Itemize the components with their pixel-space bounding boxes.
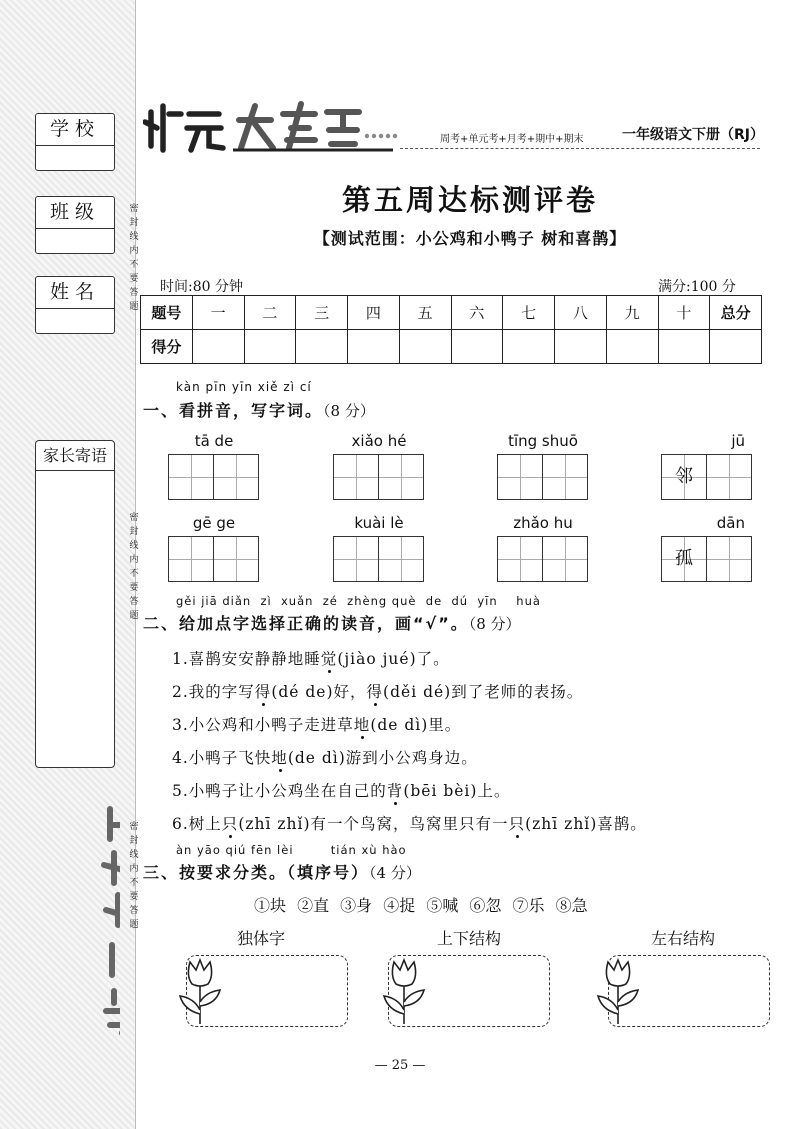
score-row-label: 得分: [141, 330, 193, 364]
name-label: 姓名: [36, 277, 114, 309]
section3-pinyin: àn yāo qiú fēn lèi tián xù hào: [176, 843, 407, 857]
seal-text-2: 密 封 线 内 不 要 答 题: [129, 513, 139, 621]
question-2-3[interactable]: 3.小公鸡和小鸭子走进草地(de dì)里。: [172, 716, 462, 734]
writing-cell[interactable]: [333, 454, 379, 500]
question-2-5[interactable]: 5.小鸭子让小公鸡坐在自己的背(bēi bèi)上。: [172, 782, 511, 800]
word-pinyin: dān: [716, 514, 745, 532]
parent-message-box[interactable]: [35, 440, 115, 768]
writing-cell[interactable]: [378, 454, 424, 500]
score-head-cell: 四: [348, 296, 400, 330]
score-cell[interactable]: [555, 330, 607, 364]
section1-title: 一、看拼音，写字词。（8 分）: [143, 401, 375, 420]
score-cell[interactable]: [348, 330, 400, 364]
score-head-cell: 九: [606, 296, 658, 330]
score-head-cell: 二: [244, 296, 296, 330]
page-number: — 25 —: [374, 1058, 426, 1073]
seal-text-3: 密 封 线 内 不 要 答 题: [129, 822, 139, 930]
writing-cell[interactable]: [497, 536, 543, 582]
score-table: [140, 295, 762, 364]
word-pinyin: tīng shuō: [508, 432, 578, 450]
section1-pinyin: kàn pīn yīn xiě zì cí: [176, 380, 312, 394]
given-cell: 孤: [661, 536, 707, 582]
question-2-2[interactable]: 2.我的字写得(dé de)好，得(děi dé)到了老师的表扬。: [172, 683, 584, 701]
score-head-cell: 三: [296, 296, 348, 330]
score-header-row: [141, 296, 762, 330]
header-subtitle: 周考+单元考+月考+期中+期末: [440, 134, 584, 145]
category-label-3: 左右结构: [651, 929, 716, 948]
brand-logo: [143, 100, 403, 156]
score-cell[interactable]: [710, 330, 762, 364]
score-cell[interactable]: [503, 330, 555, 364]
name-box[interactable]: [35, 276, 115, 334]
writing-cell[interactable]: [168, 454, 214, 500]
category-label-2: 上下结构: [437, 929, 502, 948]
tulip-icon: [380, 956, 428, 1028]
word-pinyin: zhǎo hu: [513, 514, 573, 532]
writing-cell[interactable]: [497, 454, 543, 500]
score-cell[interactable]: [399, 330, 451, 364]
score-head-cell: 题号: [141, 296, 193, 330]
score-cell[interactable]: [606, 330, 658, 364]
writing-cell[interactable]: [213, 536, 259, 582]
header-grade: 一年级语文下册（RJ）: [622, 127, 764, 143]
score-cell[interactable]: [451, 330, 503, 364]
writing-cell[interactable]: [213, 454, 259, 500]
category-label-1: 独体字: [237, 929, 286, 948]
parent-label: 家长寄语: [36, 441, 114, 471]
word-pinyin: kuài lè: [354, 514, 404, 532]
score-head-cell: 总分: [710, 296, 762, 330]
tulip-icon: [176, 956, 224, 1028]
writing-cell[interactable]: [378, 536, 424, 582]
question-2-1[interactable]: 1.喜鹊安安静静地睡觉(jiào jué)了。: [172, 650, 450, 668]
score-head-cell: 一: [192, 296, 244, 330]
question-2-6[interactable]: 6.树上只(zhī zhǐ)有一个鸟窝，鸟窝里只有一只(zhī zhǐ)喜鹊。: [172, 815, 647, 833]
score-cell[interactable]: [658, 330, 710, 364]
section2-title: 二、给加点字选择正确的读音，画“√”。（8 分）: [143, 614, 521, 633]
word-pinyin: jū: [731, 432, 745, 450]
score-head-cell: 八: [555, 296, 607, 330]
time-limit: 时间:80 分钟: [160, 279, 243, 295]
writing-cell[interactable]: [168, 536, 214, 582]
test-scope: 【测试范围：小公鸡和小鸭子 树和喜鹊】: [313, 229, 627, 248]
school-box[interactable]: [35, 113, 115, 171]
score-value-row: [141, 330, 762, 364]
question-2-4[interactable]: 4.小鸭子飞快地(de dì)游到小公鸡身边。: [172, 749, 478, 767]
side-brand-logo: [50, 800, 120, 1040]
seal-text-1: 密 封 线 内 不 要 答 题: [129, 204, 139, 312]
score-cell[interactable]: [244, 330, 296, 364]
score-cell[interactable]: [296, 330, 348, 364]
given-cell: 邻: [661, 454, 707, 500]
word-pinyin: xiǎo hé: [351, 432, 407, 450]
tulip-icon: [594, 956, 642, 1028]
full-score: 满分:100 分: [658, 279, 736, 295]
writing-cell[interactable]: [542, 454, 588, 500]
score-head-cell: 十: [658, 296, 710, 330]
school-label: 学校: [36, 114, 114, 146]
writing-cell[interactable]: [333, 536, 379, 582]
page-title: 第五周达标测评卷: [341, 183, 598, 217]
score-head-cell: 五: [399, 296, 451, 330]
header-divider: [400, 148, 760, 149]
score-cell[interactable]: [192, 330, 244, 364]
section3-title: 三、按要求分类。（填序号）（4 分）: [143, 863, 421, 882]
class-box[interactable]: [35, 196, 115, 254]
writing-cell[interactable]: [706, 536, 752, 582]
class-label: 班级: [36, 197, 114, 229]
section2-pinyin: gěi jiā diǎn zì xuǎn zé zhèng què de dú yīn huà: [176, 594, 541, 608]
writing-cell[interactable]: [542, 536, 588, 582]
writing-cell[interactable]: [706, 454, 752, 500]
score-head-cell: 七: [503, 296, 555, 330]
character-options: ①块 ②直 ③身 ④捉 ⑤喊 ⑥忽 ⑦乐 ⑧急: [254, 896, 588, 915]
word-pinyin: gē ge: [192, 514, 236, 532]
word-pinyin: tā de: [194, 432, 234, 450]
score-head-cell: 六: [451, 296, 503, 330]
